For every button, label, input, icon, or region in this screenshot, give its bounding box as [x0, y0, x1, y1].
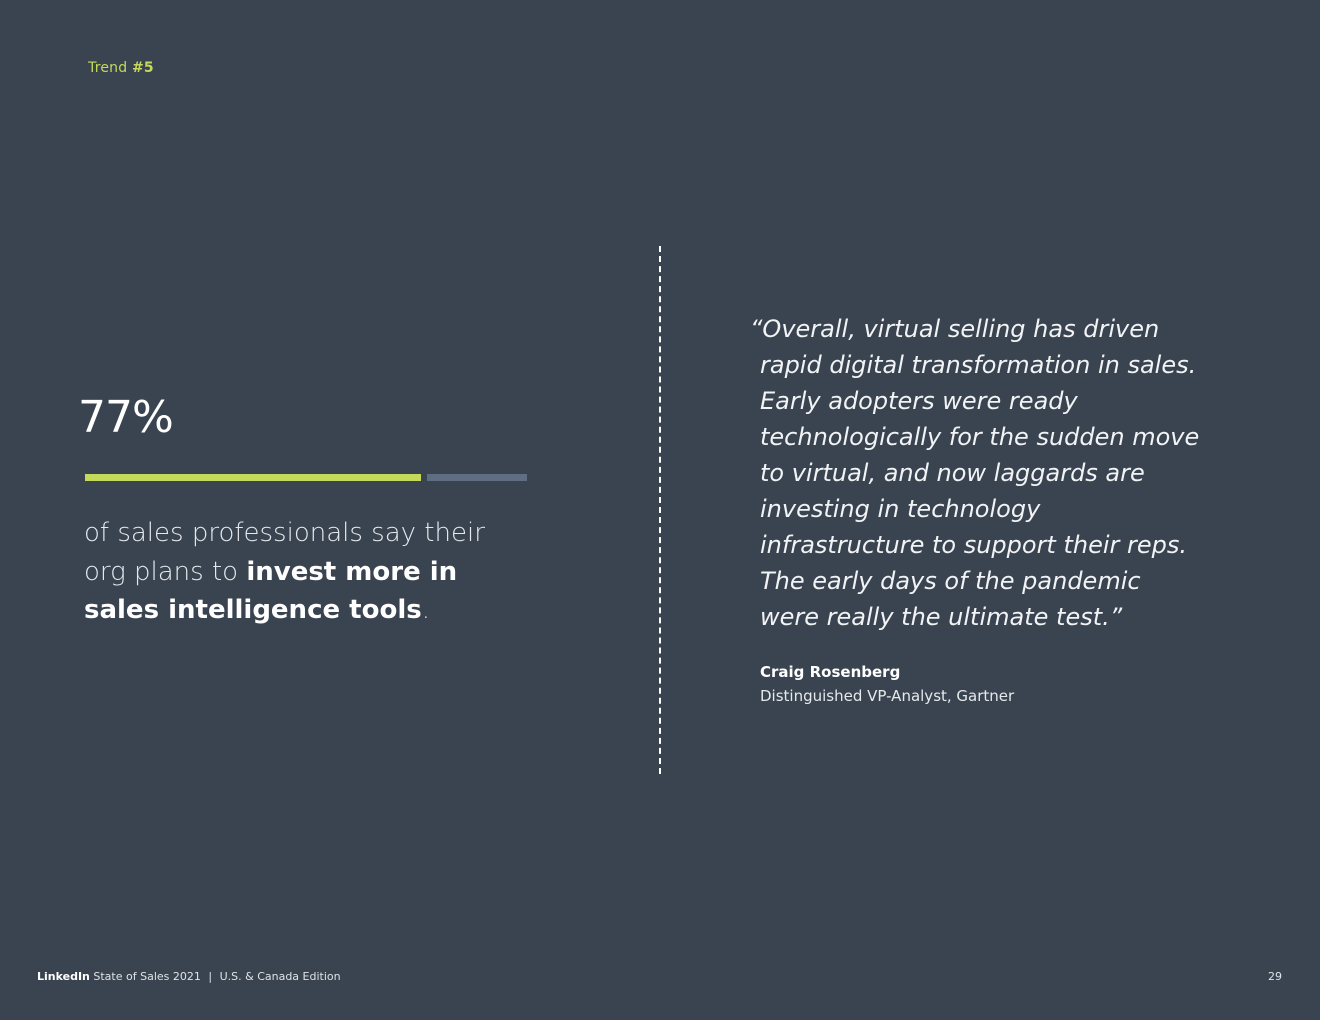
- stat-description-highlight: invest more in sales intelligence tools: [84, 556, 458, 625]
- stat-description: [84, 514, 514, 630]
- stat-value: 77%: [78, 392, 173, 443]
- trend-word: Trend: [88, 60, 128, 76]
- stat-progress-remainder: [427, 474, 527, 481]
- page-number: 29: [1268, 970, 1282, 983]
- stat-description-text: of sales professionals say their org plans to: [84, 518, 485, 587]
- quote-author-title: Distinguished VP-Analyst, Gartner: [760, 687, 1015, 705]
- footer-separator: |: [208, 970, 213, 983]
- quote-author: Craig Rosenberg: [760, 663, 901, 681]
- footer-report: State of Sales 2021: [93, 970, 201, 983]
- stat-progress-fill: [85, 474, 421, 481]
- trend-label: [88, 60, 154, 76]
- dashed-divider: [659, 246, 661, 774]
- footer-edition: U.S. & Canada Edition: [219, 970, 341, 983]
- stat-description-end: .: [421, 595, 430, 625]
- trend-number: #5: [131, 60, 154, 76]
- footer-brand: LinkedIn: [37, 970, 90, 983]
- footer: [37, 970, 341, 983]
- quote-text: “Overall, virtual selling has driven rapid digital transformation in sales. Early adopters were ready technologically for the sudden move to virtual, and now laggards are investing in technology infrastructure to support their reps. The early days of the pandemic were really the ultimate test.”: [750, 315, 1200, 631]
- stat-progress-bar: [85, 474, 527, 481]
